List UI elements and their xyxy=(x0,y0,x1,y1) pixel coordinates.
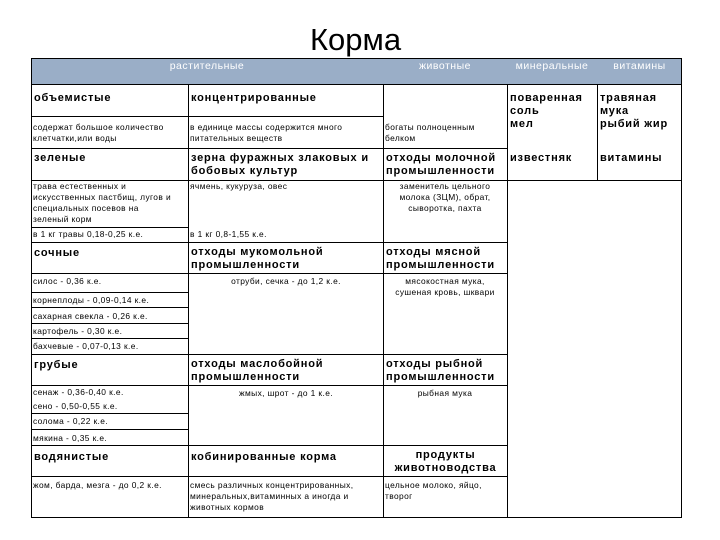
grid-line xyxy=(31,338,188,339)
description-line: питательных веществ xyxy=(190,133,283,143)
description-line: специальных посевов на xyxy=(33,203,139,213)
category-line: зерна фуражных злаковых и xyxy=(191,152,369,164)
category-line: промышленности xyxy=(386,259,495,271)
grid-line xyxy=(31,85,32,518)
vitamins-list xyxy=(600,92,680,131)
category-succulent: сочные xyxy=(34,247,80,259)
grid-line xyxy=(31,385,507,386)
grid-line xyxy=(597,85,598,180)
grid-line xyxy=(31,413,188,414)
category-oilseed-waste xyxy=(191,358,383,384)
description-line: содержат большое количество xyxy=(33,122,164,132)
description-line: клетчатки,или воды xyxy=(33,133,117,143)
category-line: отходы мукомольной xyxy=(191,246,324,258)
oilseed-description: жмых, шрот - до 1 к.е. xyxy=(239,388,333,398)
category-grain xyxy=(191,152,383,178)
category-meat-waste xyxy=(386,246,507,272)
category-line: промышленности xyxy=(386,165,495,177)
description-line: искусственных пастбищ, лугов и xyxy=(33,192,172,202)
mineral-list xyxy=(510,92,596,131)
category-roughage: грубые xyxy=(34,359,79,371)
grid-line xyxy=(188,85,189,518)
green-feed-value: в 1 кг травы 0,18-0,25 к.е. xyxy=(33,229,144,239)
grid-line xyxy=(31,323,188,324)
mineral-item: соль xyxy=(510,105,540,117)
header-plant: растительные xyxy=(169,60,245,72)
header-animal: животные xyxy=(419,60,471,72)
dairy-description xyxy=(384,181,506,214)
category-watery: водянистые xyxy=(34,451,110,463)
grid-line xyxy=(681,85,682,518)
green-description xyxy=(33,181,188,225)
vitamin-item: рыбий жир xyxy=(600,118,668,130)
grain-feed-value: в 1 кг 0,8-1,55 к.е. xyxy=(190,229,267,239)
description-line: минеральных,витаминных а иногда и xyxy=(190,491,349,501)
vitamin-item: мука xyxy=(600,105,629,117)
description-line: в единице массы содержится много xyxy=(190,122,343,132)
grid-line xyxy=(31,227,188,228)
animal-products-description xyxy=(385,480,506,502)
description-line: мясокостная мука, xyxy=(405,276,485,286)
list-item: силос - 0,36 к.е. xyxy=(33,276,102,286)
watery-description: жом, барда, мезга - до 0,2 к.е. xyxy=(33,480,162,490)
category-bulky: объемистые xyxy=(34,92,112,104)
description-line: заменитель цельного xyxy=(399,181,491,191)
list-item: сахарная свекла - 0,26 к.е. xyxy=(33,311,148,321)
description-line: творог xyxy=(385,491,413,501)
grid-line xyxy=(31,273,507,274)
grain-description: ячмень, кукуруза, овес xyxy=(190,181,288,191)
category-line: промышленности xyxy=(386,371,495,383)
list-item: корнеплоды - 0,09-0,14 к.е. xyxy=(33,295,150,305)
grid-line xyxy=(507,85,508,518)
description-line: молока (ЗЦМ), обрат, xyxy=(399,192,491,202)
category-line: промышленности xyxy=(191,371,300,383)
list-item: сенаж - 0,36-0,40 к.е. xyxy=(33,387,124,397)
fish-description: рыбная мука xyxy=(417,388,473,398)
category-combined-feed: кобинированные корма xyxy=(191,451,337,463)
grid-line xyxy=(31,354,507,355)
category-line: животноводства xyxy=(394,462,497,474)
category-line: промышленности xyxy=(191,259,300,271)
category-animal-products xyxy=(384,449,507,475)
description-line: животных кормов xyxy=(190,502,265,512)
grid-line xyxy=(31,517,682,518)
grid-line xyxy=(31,148,507,149)
page-title: Корма xyxy=(310,22,402,57)
category-milling-waste xyxy=(191,246,383,272)
category-concentrated: концентрированные xyxy=(191,92,317,104)
category-line: отходы рыбной xyxy=(386,358,484,370)
category-line: бобовых культур xyxy=(191,165,298,177)
list-item: мякина - 0,35 к.е. xyxy=(33,433,108,443)
vitamin-item: травяная xyxy=(600,92,657,104)
combined-description xyxy=(190,480,383,513)
animal-description xyxy=(385,122,506,144)
grid-line xyxy=(31,242,507,243)
category-line: отходы мясной xyxy=(386,246,481,258)
milling-description: отруби, сечка - до 1,2 к.е. xyxy=(231,276,341,286)
list-item: бахчевые - 0,07-0,13 к.е. xyxy=(33,341,139,351)
description-line: цельное молоко, яйцо, xyxy=(385,480,482,490)
description-line: сушеная кровь, шквари xyxy=(395,287,495,297)
category-dairy-waste xyxy=(386,152,507,178)
bulky-description xyxy=(33,122,188,144)
grid-line xyxy=(31,292,188,293)
grid-line xyxy=(31,476,507,477)
description-line: богаты полноценным xyxy=(385,122,475,132)
description-line: трава естественных и xyxy=(33,181,127,191)
category-green: зеленые xyxy=(34,152,87,164)
description-line: сыворотка, пахта xyxy=(408,203,482,213)
description-line: зеленый корм xyxy=(33,214,92,224)
list-item: сено - 0,50-0,55 к.е. xyxy=(33,401,118,411)
description-line: смесь различных концентрированных, xyxy=(190,480,354,490)
category-line: продукты xyxy=(415,449,476,461)
category-line: отходы молочной xyxy=(386,152,496,164)
meat-description xyxy=(384,276,506,298)
grid-line xyxy=(31,116,384,117)
grid-line xyxy=(31,445,507,446)
description-line: белком xyxy=(385,133,416,143)
concentrated-description xyxy=(190,122,382,144)
category-line: отходы маслобойной xyxy=(191,358,324,370)
mineral-item: поваренная xyxy=(510,92,583,104)
grid-line xyxy=(31,307,188,308)
mineral-limestone: известняк xyxy=(510,152,573,164)
list-item: солома - 0,22 к.е. xyxy=(33,416,109,426)
grid-line xyxy=(31,429,188,430)
list-item: картофель - 0,30 к.е. xyxy=(33,326,123,336)
header-vitamins: витамины xyxy=(613,60,666,72)
mineral-item: мел xyxy=(510,118,534,130)
category-fish-waste xyxy=(386,358,507,384)
header-mineral: минеральные xyxy=(515,60,589,72)
vitamins-label: витамины xyxy=(600,152,663,164)
